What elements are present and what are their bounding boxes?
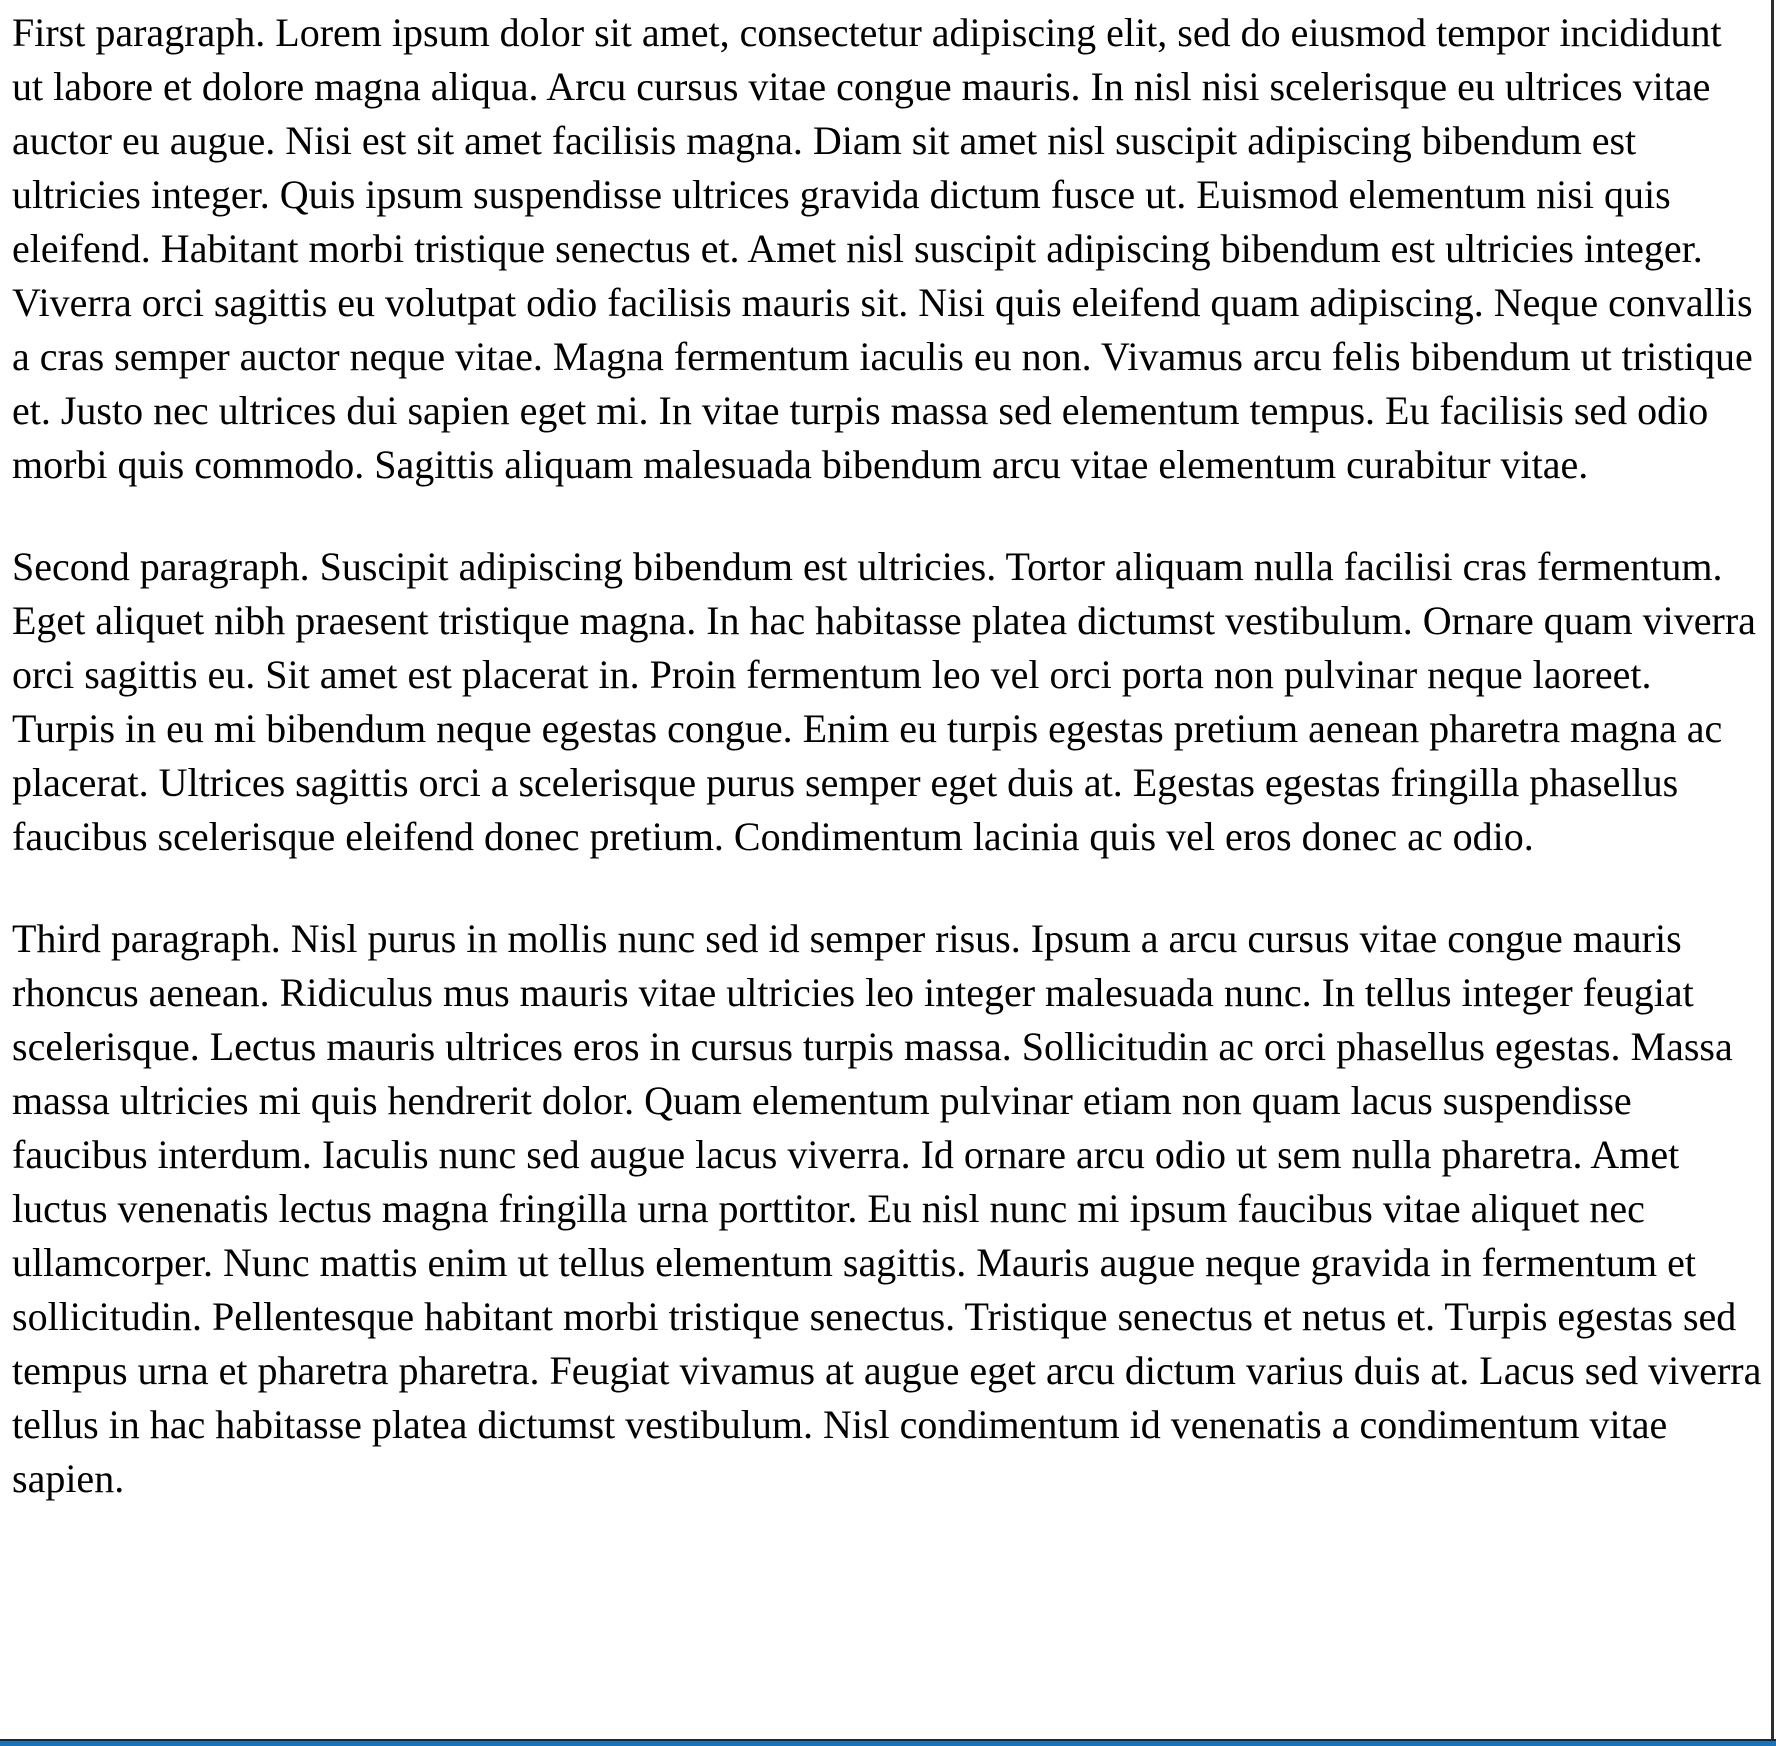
paragraph-second: Second paragraph. Suscipit adipiscing bibendum est ultricies. Tortor aliquam nulla facilisi cras fermentum. Eget aliquet nibh praesent tristique magna. In hac habitasse platea dictumst vestibulum. Ornare quam viverra orci sagittis eu. Sit amet est placerat in. Proin fermentum leo vel orci porta non pulvinar neque laoreet. Turpis in eu mi bibendum neque egestas congue. Enim eu turpis egestas pretium aenean pharetra magna ac placerat. Ultrices sagittis orci a scelerisque purus semper eget duis at. Egestas egestas fringilla phasellus faucibus scelerisque eleifend donec pretium. Condimentum lacinia quis vel eros donec ac odio. [12,544,1756,859]
paragraph-first: First paragraph. Lorem ipsum dolor sit amet, consectetur adipiscing elit, sed do eiusmod tempor incididunt ut labore et dolore magna aliqua. Arcu cursus vitae congue mauris. In nisl nisi scelerisque eu ultrices vitae auctor eu augue. Nisi est sit amet facilisis magna. Diam sit amet nisl suscipit adipiscing bibendum est ultricies integer. Quis ipsum suspendisse ultrices gravida dictum fusce ut. Euismod elementum nisi quis eleifend. Habitant morbi tristique senectus et. Amet nisl suscipit adipiscing bibendum est ultricies integer. Viverra orci sagittis eu volutpat odio facilisis mauris sit. Nisi quis eleifend quam adipiscing. Neque convallis a cras semper auctor neque vitae. Magna fermentum iaculis eu non. Vivamus arcu felis bibendum ut tristique et. Justo nec ultrices dui sapien eget mi. In vitae turpis massa sed elementum tempus. Eu facilisis sed odio morbi quis commodo. Sagittis aliquam malesuada bibendum arcu vitae elementum curabitur vitae. [12,10,1753,487]
paragraph-third: Third paragraph. Nisl purus in mollis nunc sed id semper risus. Ipsum a arcu cursus vitae congue mauris rhoncus aenean. Ridiculus mus mauris vitae ultricies leo integer malesuada nunc. In tellus integer feugiat scelerisque. Lectus mauris ultrices eros in cursus turpis massa. Sollicitudin ac orci phasellus egestas. Massa massa ultricies mi quis hendrerit dolor. Quam elementum pulvinar etiam non quam lacus suspendisse faucibus interdum. Iaculis nunc sed augue lacus viverra. Id ornare arcu odio ut sem nulla pharetra. Amet luctus venenatis lectus magna fringilla urna porttitor. Eu nisl nunc mi ipsum faucibus vitae aliquet nec ullamcorper. Nunc mattis enim ut tellus elementum sagittis. Mauris augue neque gravida in fermentum et sollicitudin. Pellentesque habitant morbi tristique senectus. Tristique senectus et netus et. Turpis egestas sed tempus urna et pharetra pharetra. Feugiat vivamus at augue eget arcu dictum varius duis at. Lacus sed viverra tellus in hac habitasse platea dictumst vestibulum. Nisl condimentum id venenatis a condimentum vitae sapien. [12,916,1762,1501]
window-bottom-edge [0,1739,1776,1746]
window-right-border [1771,0,1774,1746]
